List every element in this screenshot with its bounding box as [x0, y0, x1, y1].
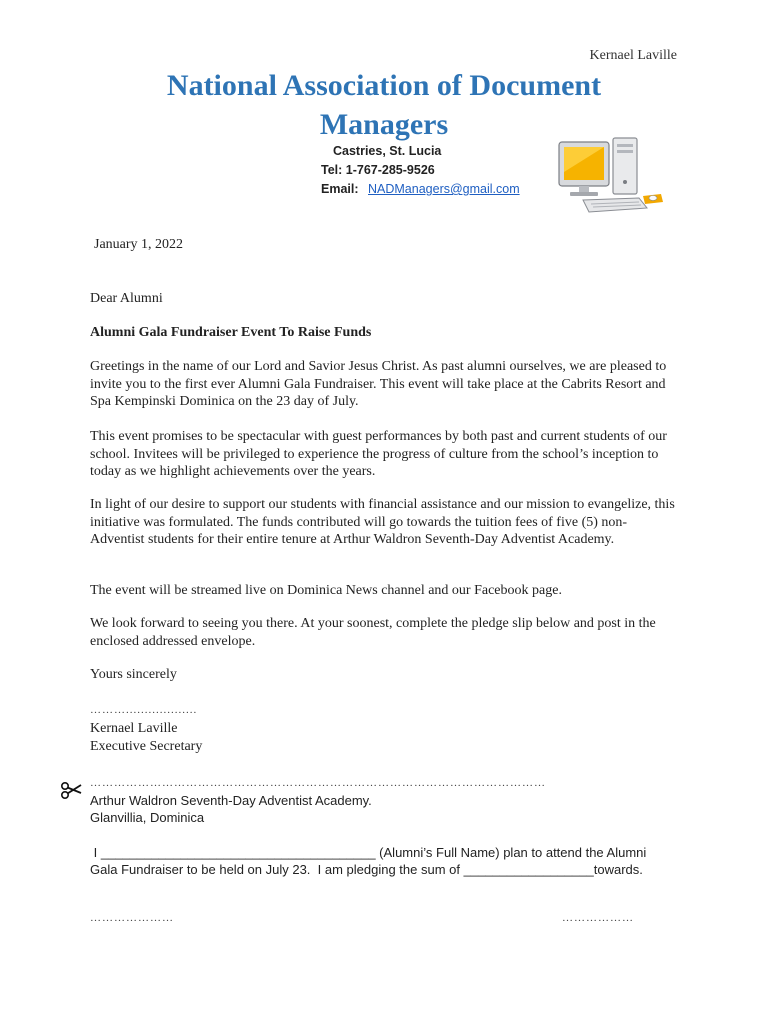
email-link[interactable]: NADManagers@gmail.com: [368, 182, 520, 196]
author-name: Kernael Laville: [589, 48, 677, 63]
cut-line: ……………………………………………………………………………………………………: [90, 777, 546, 789]
signature-line: ………...................: [90, 704, 198, 716]
paragraph-2: This event promises to be spectacular with guest performances by both past and current students of our school. Invitees will be privileged to experience the progress of culture from the school’s inception to today as we highlight achievements over the years.: [90, 429, 667, 479]
letter-date: January 1, 2022: [94, 237, 184, 252]
organization-name-line2: Managers: [319, 108, 449, 141]
salutation: Dear Alumni: [90, 291, 163, 306]
paragraph-5: We look forward to seeing you there. At your soonest, complete the pledge slip below and post in the enclosed addressed envelope.: [90, 616, 656, 649]
closing: Yours sincerely: [90, 667, 177, 682]
slip-address-line1: Arthur Waldron Seventh-Day Adventist Academy.: [90, 793, 372, 808]
signer-name: Kernael Laville: [90, 721, 178, 736]
scissors-icon: [60, 778, 84, 802]
signature-field-left: …………………: [90, 912, 174, 924]
letter-subject: Alumni Gala Fundraiser Event To Raise Funds: [90, 325, 372, 340]
signer-title: Executive Secretary: [90, 739, 203, 754]
organization-name-line1: National Association of Document: [166, 69, 602, 102]
paragraph-1: Greetings in the name of our Lord and Savior Jesus Christ. As past alumni ourselves, we are pleased to invite you to the first ever Alumni Gala Fundraiser. This event will take place at the Cabrits Resort and Spa Kempinski Dominica on the 23 day of July.: [90, 359, 667, 409]
paragraph-3: In light of our desire to support our students with financial assistance and our mission to evangelize, this initiative was formulated. The funds contributed will go towards the tuition fees of five (5) non-Adventist students for their entire tenure at Arthur Waldron Seventh-Day Adventist Academy.: [90, 497, 675, 547]
email-label: Email:: [321, 182, 359, 196]
organization-tel: Tel: 1-767-285-9526: [321, 163, 435, 177]
paragraph-4: The event will be streamed live on Dominica News channel and our Facebook page.: [90, 583, 562, 598]
organization-email-line: [321, 182, 520, 196]
pledge-line2: Gala Fundraiser to be held on July 23. I am pledging the sum of __________________towards.: [90, 862, 643, 877]
organization-address: Castries, St. Lucia: [333, 144, 442, 158]
desktop-computer-icon: [555, 134, 667, 218]
pledge-line1: I ______________________________________ (Alumni’s Full Name) plan to attend the Alumni: [90, 845, 647, 860]
slip-address-line2: Glanvillia, Dominica: [90, 810, 205, 825]
signature-field-right: ………………: [562, 912, 634, 924]
